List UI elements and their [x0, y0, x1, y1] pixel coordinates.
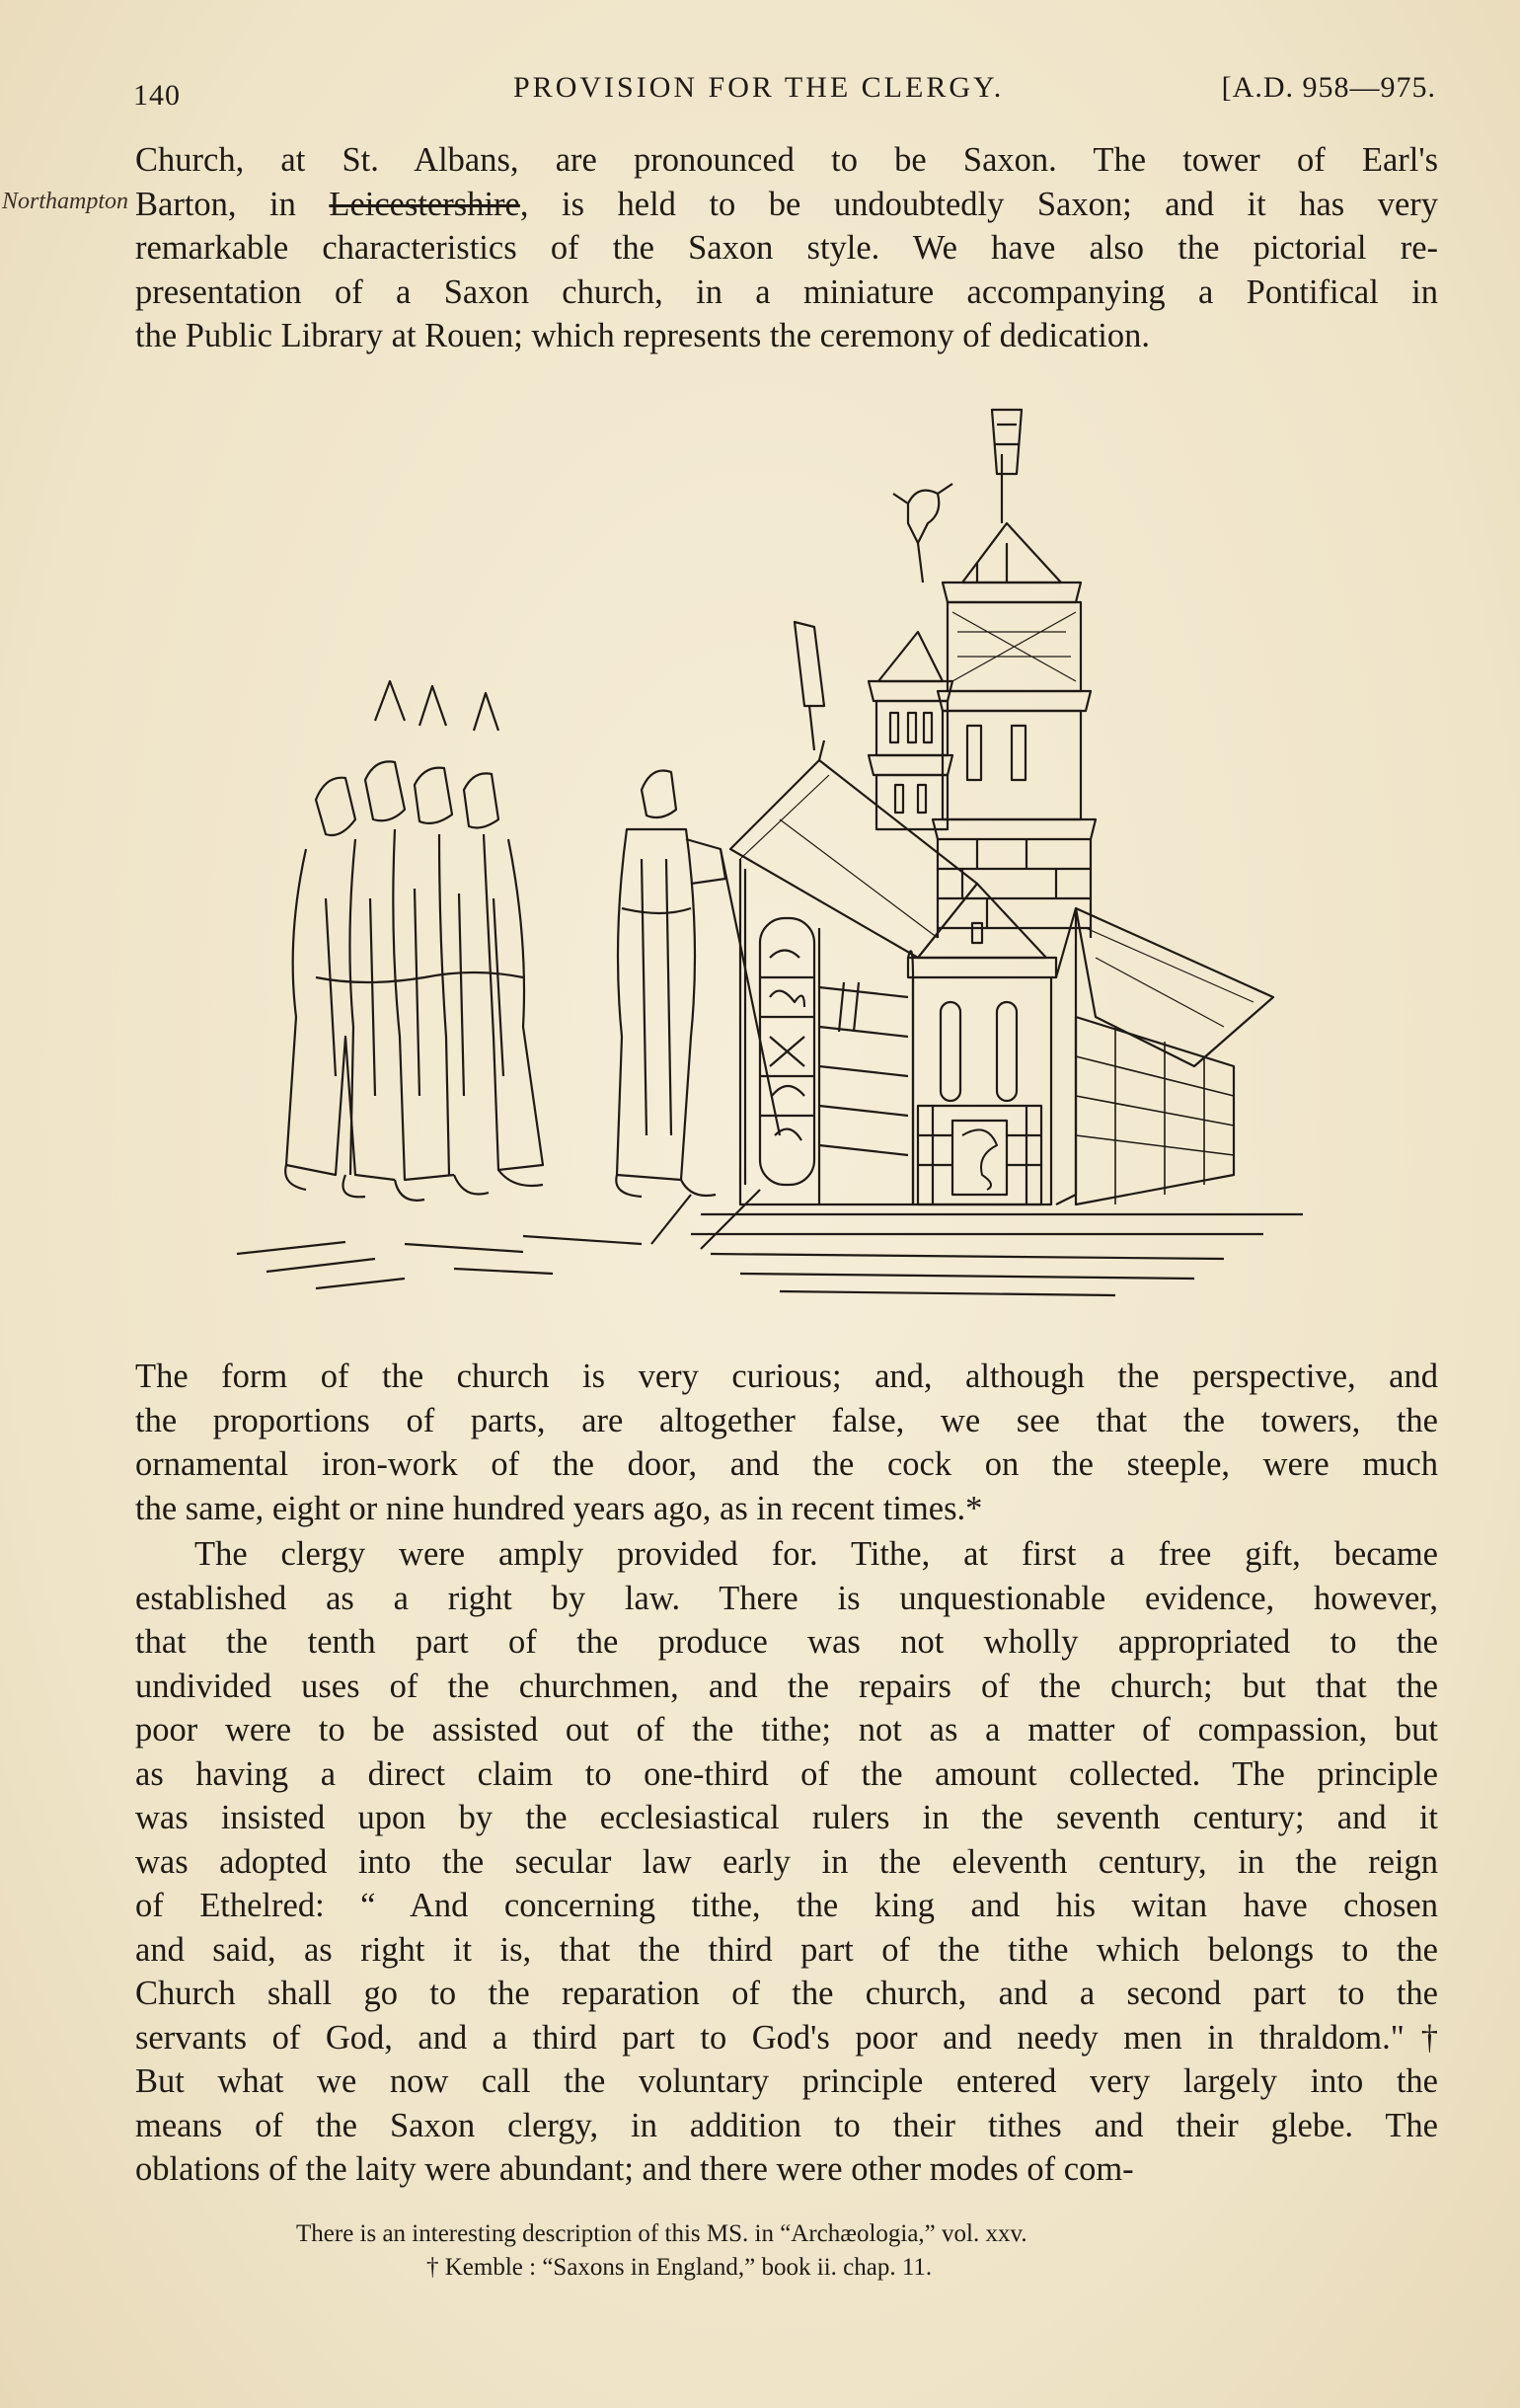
text-line: undivided uses of the churchmen, and the repairs of the church; but that the	[135, 1667, 1438, 1705]
text-line-with-strikethrough: Barton, in Leicestershire, is held to be undoubtedly Saxon; and it has very	[135, 185, 1439, 223]
date-range: [A.D. 958—975.	[1221, 71, 1436, 104]
text-line: poor were to be assisted out of the tithe; not as a matter of compassion, but	[135, 1711, 1438, 1748]
footnote-1: There is an interesting description of this MS. in “Archæologia,” vol. xxv.	[296, 2220, 1027, 2247]
text-line: the same, eight or nine hundred years ago, as in recent times.*	[135, 1489, 983, 1527]
marginal-annotation: Northampton	[2, 189, 129, 214]
text-line: presentation of a Saxon church, in a miniature accompanying a Pontifical in	[135, 272, 1438, 311]
text-line: oblations of the laity were abundant; and there were other modes of com-	[135, 2150, 1134, 2188]
church-building-icon	[730, 410, 1273, 1204]
text-line: means of the Saxon clergy, in addition to their tithes and their glebe. The	[135, 2106, 1438, 2144]
text-line: Church, at St. Albans, are pronounced to be Saxon. The tower of Earl's	[135, 141, 1438, 179]
text-line: that the tenth part of the produce was not wholly appropriated to the	[135, 1623, 1438, 1661]
clergy-procession-icon	[285, 681, 780, 1201]
paragraph-intro	[135, 138, 1438, 358]
text-line: as having a direct claim to one-third of the amount collected. The principle	[135, 1754, 1438, 1793]
running-title: PROVISION FOR THE CLERGY.	[513, 71, 1005, 104]
text-line: The clergy were amply provided for. Tithe, at first a free gift, became	[194, 1535, 1438, 1573]
saxon-church-engraving-icon	[227, 385, 1313, 1323]
cock-weathervane-icon	[893, 484, 952, 583]
text-line: and said, as right it is, that the third part of the tithe which belongs to the	[135, 1930, 1438, 1969]
text-line: remarkable characteristics of the Saxon style. We have also the pictorial re-	[135, 229, 1438, 267]
text-line: Church shall go to the reparation of the church, and a second part to the	[135, 1975, 1438, 2012]
text-line: the proportions of parts, are altogether false, we see that the towers, the	[135, 1401, 1438, 1439]
paragraph-clergy-provision	[135, 1532, 1438, 2192]
footnotes	[296, 2217, 1323, 2285]
text-line: of Ethelred: “ And concerning tithe, the king and his witan have chosen	[135, 1887, 1438, 1924]
text-line: established as a right by law. There is unquestionable evidence, however,	[135, 1579, 1438, 1617]
page-number: 140	[133, 79, 181, 112]
text-line: The form of the church is very curious; and, although the perspective, and	[135, 1358, 1438, 1395]
text-line: But what we now call the voluntary principle entered very largely into the	[135, 2062, 1438, 2100]
text-line: servants of God, and a third part to God's poor and needy men in thraldom."†	[135, 2018, 1438, 2057]
text-line: ornamental iron-work of the door, and the cock on the steeple, were much	[135, 1445, 1438, 1483]
text-line: the Public Library at Rouen; which represents the ceremony of dedication.	[135, 317, 1150, 354]
text-line: was insisted upon by the ecclesiastical rulers in the seventh century; and it	[135, 1799, 1438, 1836]
footnote-2: † Kemble : “Saxons in England,” book ii. chap. 11.	[426, 2254, 933, 2281]
running-header	[133, 71, 1436, 120]
struck-word: Leicestershire	[329, 185, 520, 223]
paragraph-church-form	[135, 1355, 1438, 1530]
text-line: was adopted into the secular law early in the eleventh century, in the reign	[135, 1842, 1438, 1881]
